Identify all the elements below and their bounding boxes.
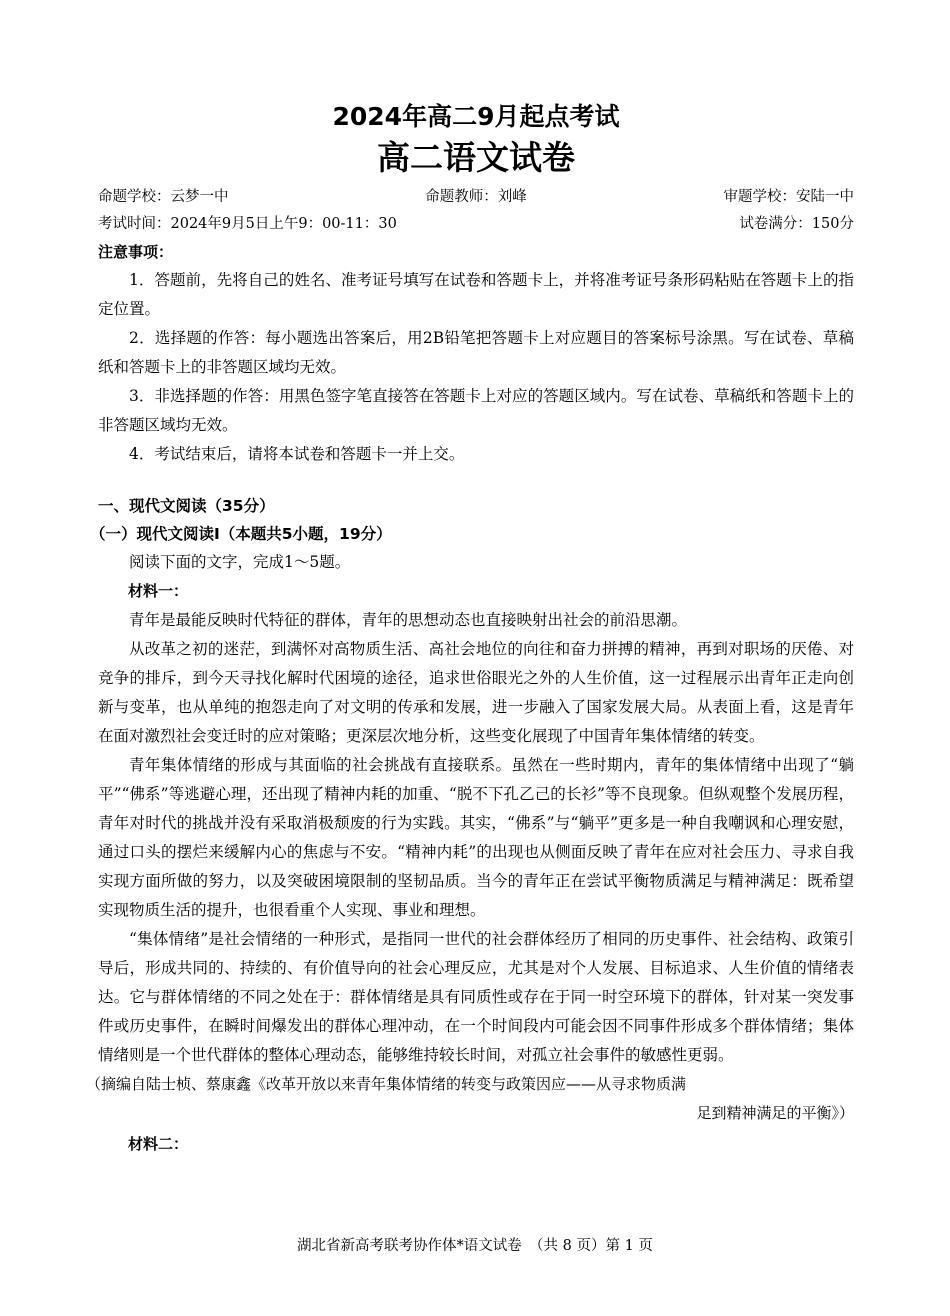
section-title: 一、现代文阅读（35分） — [98, 497, 275, 515]
material-1-label: 材料一： — [128, 582, 189, 600]
source-citation: （摘编自陆士桢、蔡康鑫《改革开放以来青年集体情绪的转变与政策因应——从寻求物质满 — [86, 1075, 687, 1093]
notice-item: 3．非选择题的作答：用黑色签字笔直接答在答题卡上对应的答题区域内。写在试卷、草稿纸和答题卡上的非答题区域均无效。 — [98, 387, 854, 434]
reading-instruction: 阅读下面的文字，完成1～5题。 — [129, 553, 351, 571]
passage-paragraph: 青年是最能反映时代特征的群体，青年的思想动态也直接映射出社会的前沿思潮。 — [129, 611, 688, 629]
setter-school: 命题学校：云梦一中 — [98, 189, 229, 205]
meta-row-1 — [98, 184, 854, 211]
setter-teacher: 命题教师：刘峰 — [425, 189, 527, 205]
material-2-label: 材料二： — [128, 1135, 189, 1153]
exam-time: 考试时间：2024年9月5日上午9：00-11：30 — [98, 216, 397, 232]
notice-item: 4．考试结束后，请将本试卷和答题卡一并上交。 — [129, 445, 465, 463]
source-citation-end: 足到精神满足的平衡》） — [696, 1104, 854, 1122]
passage-paragraph: 从改革之初的迷茫，到满怀对高物质生活、高社会地位的向往和奋力拼搏的精神，再到对职场的厌倦、对竞争的排斥，到今天寻找化解时代困境的途径，追求世俗眼光之外的人生价值，这一过程展示出青年正走向创新与变革，也从单纯的抱怨走向了对文明的传承和发展，进一步融入了国家发展大局。从表面上看，这是青年在面对激烈社会变迁时的应对策略；更深层次地分析，这些变化展现了中国青年集体情绪的转变。 — [98, 640, 854, 745]
page-footer: 湖北省新高考联考协作体*语文试卷 （共 8 页）第 1 页 — [297, 1238, 653, 1254]
passage-paragraph: “集体情绪”是社会情绪的一种形式，是指同一世代的社会群体经历了相同的历史事件、社会结构、政策引导后，形成共同的、持续的、有价值导向的社会心理反应，尤其是对个人发展、目标追求、人生价值的情绪表达。它与群体情绪的不同之处在于：群体情绪是具有同质性或存在于同一时空环境下的群体，针对某一突发事件或历史事件，在瞬时间爆发出的群体心理冲动，在一个时间段内可能会因不同事件形成多个群体情绪；集体情绪则是一个世代群体的整体心理动态，能够维持较长时间，对孤立社会事件的敏感性更弱。 — [98, 930, 854, 1064]
notice-item: 2．选择题的作答：每小题选出答案后，用2B铅笔把答题卡上对应题目的答案标号涂黑。写在试卷、草稿纸和答题卡上的非答题区域均无效。 — [98, 329, 854, 376]
exam-title: 2024年高二9月起点考试 — [332, 102, 620, 131]
exam-page — [86, 100, 854, 1159]
meta-row-2 — [98, 211, 854, 238]
section-subtitle: （一）现代文阅读Ⅰ（本题共5小题，19分） — [90, 525, 392, 543]
paper-title: 高二语文试卷 — [377, 138, 575, 177]
review-school: 审题学校：安陆一中 — [723, 189, 854, 205]
notice-item: 1．答题前，先将自己的姓名、准考证号填写在试卷和答题卡上，并将准考证号条形码粘贴在答题卡上的指定位置。 — [98, 271, 854, 318]
full-score: 试卷满分：150分 — [739, 216, 854, 232]
passage-paragraph: 青年集体情绪的形成与其面临的社会挑战有直接联系。虽然在一些时期内，青年的集体情绪中出现了“躺平”“佛系”等逃避心理，还出现了精神内耗的加重、“脱不下孔乙己的长衫”等不良现象。但纵观整个发展历程，青年对时代的挑战并没有采取消极颓废的行为实践。其实，“佛系”与“躺平”更多是一种自我嘲讽和心理安慰，通过口头的摆烂来缓解内心的焦虑与不安。“精神内耗”的出现也从侧面反映了青年在应对社会压力、寻求自我实现方面所做的努力，以及突破困境限制的坚韧品质。当今的青年正在尝试平衡物质满足与精神满足：既希望实现物质生活的提升，也很看重个人实现、事业和理想。 — [98, 756, 854, 919]
notice-title: 注意事项： — [98, 243, 174, 261]
